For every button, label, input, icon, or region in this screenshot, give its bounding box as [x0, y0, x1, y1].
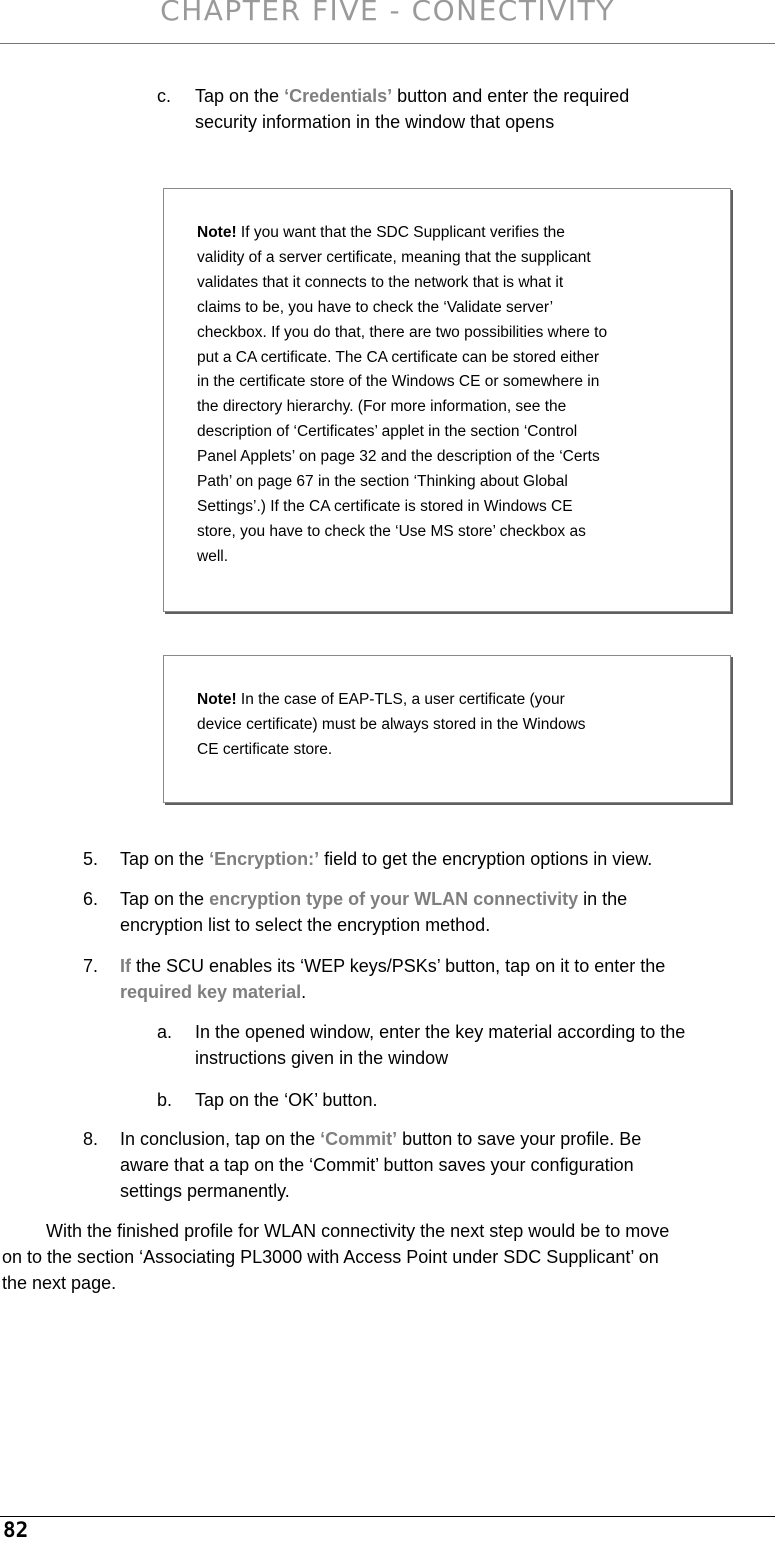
- step-6-line-1: Tap on the encryption type of your WLAN connectivity in the: [120, 889, 628, 909]
- step-c-text-pre: Tap on the: [195, 86, 285, 106]
- step-7a-line-2: instructions given in the window: [195, 1048, 449, 1068]
- note1-line-4: claims to be, you have to check the ‘Validate server’: [197, 298, 554, 316]
- chapter-title: CHAPTER FIVE - CONECTIVITY: [160, 0, 615, 27]
- note1-line-13: store, you have to check the ‘Use MS store’ checkbox as: [197, 522, 586, 540]
- note1-label: Note!: [197, 224, 237, 241]
- step-7a-line-1: In the opened window, enter the key material according to the: [195, 1022, 686, 1042]
- step-8-line-1: In conclusion, tap on the ‘Commit’ button to save your profile. Be: [120, 1129, 642, 1149]
- note1-line-14: well.: [197, 547, 229, 565]
- step-5-marker: 5.: [83, 849, 99, 869]
- step-7a-marker: a.: [157, 1022, 173, 1042]
- step-c-line-2: security information in the window that opens: [195, 112, 555, 132]
- page-number: 82: [3, 1518, 29, 1542]
- note1-line-10: Panel Applets’ on page 32 and the description of the ‘Certs: [197, 448, 600, 466]
- note1-line-2: validity of a server certificate, meaning that the supplicant: [197, 248, 591, 266]
- step-7-line-1: If the SCU enables its ‘WEP keys/PSKs’ button, tap on it to enter the: [120, 956, 666, 976]
- closing-line-1: With the finished profile for WLAN connectivity the next step would be to move: [46, 1221, 670, 1241]
- if-highlight: If: [120, 956, 131, 976]
- step-6-marker: 6.: [83, 889, 99, 909]
- note1-line-11: Path’ on page 67 in the section ‘Thinking about Global: [197, 473, 568, 491]
- note1-line-5: checkbox. If you do that, there are two possibilities where to: [197, 323, 608, 341]
- step-7-line-2: required key material.: [120, 982, 307, 1002]
- note2-line-1: Note! In the case of EAP-TLS, a user certificate (your: [197, 691, 565, 708]
- step-8-marker: 8.: [83, 1129, 99, 1149]
- note2-text: [197, 688, 586, 763]
- step-7b-marker: b.: [157, 1090, 173, 1110]
- encryption-field-highlight: ‘Encryption:’: [209, 849, 320, 869]
- step-c-text-post: button and enter the required: [392, 86, 630, 106]
- note2-label: Note!: [197, 691, 237, 708]
- key-material-highlight: required key material: [120, 982, 302, 1002]
- page-header: [0, 0, 775, 44]
- step-5-line-1: Tap on the ‘Encryption:’ field to get the encryption options in view.: [120, 849, 653, 869]
- note1-line-9: description of ‘Certificates’ applet in the section ‘Control: [197, 423, 578, 441]
- note1-line-8: the directory hierarchy. (For more information, see the: [197, 398, 567, 416]
- step-7b-line-1: Tap on the ‘OK’ button.: [195, 1090, 378, 1110]
- note2-line-2: device certificate) must be always stored in the Windows: [197, 715, 586, 733]
- credentials-highlight: ‘Credentials’: [284, 86, 393, 106]
- note1-line-7: in the certificate store of the Windows CE or somewhere in: [197, 373, 600, 391]
- commit-highlight: ‘Commit’: [320, 1129, 398, 1149]
- step-c-line-1: [195, 83, 629, 109]
- step-8-line-2: aware that a tap on the ‘Commit’ button saves your configuration: [120, 1155, 634, 1175]
- note1-text: [197, 221, 607, 570]
- step-7-marker: 7.: [83, 956, 99, 976]
- step-c-marker: c.: [157, 86, 172, 106]
- note1-line-6: put a CA certificate. The CA certificate can be stored either: [197, 348, 600, 366]
- step-8-line-3: settings permanently.: [120, 1181, 290, 1201]
- footer-rule: [0, 1516, 775, 1517]
- note1-line-12: Settings’.) If the CA certificate is stored in Windows CE: [197, 497, 573, 515]
- note1-line-3: validates that it connects to the network that is what it: [197, 273, 564, 291]
- step-6-line-2: encryption list to select the encryption method.: [120, 915, 491, 935]
- closing-line-2: on to the section ‘Associating PL3000 with Access Point under SDC Supplicant’ on: [2, 1247, 659, 1267]
- note1-line-1: Note! If you want that the SDC Supplicant verifies the: [197, 224, 565, 241]
- encryption-type-highlight: encryption type of your WLAN connectivity: [209, 889, 579, 909]
- closing-line-3: the next page.: [2, 1273, 117, 1293]
- note2-line-3: CE certificate store.: [197, 740, 333, 758]
